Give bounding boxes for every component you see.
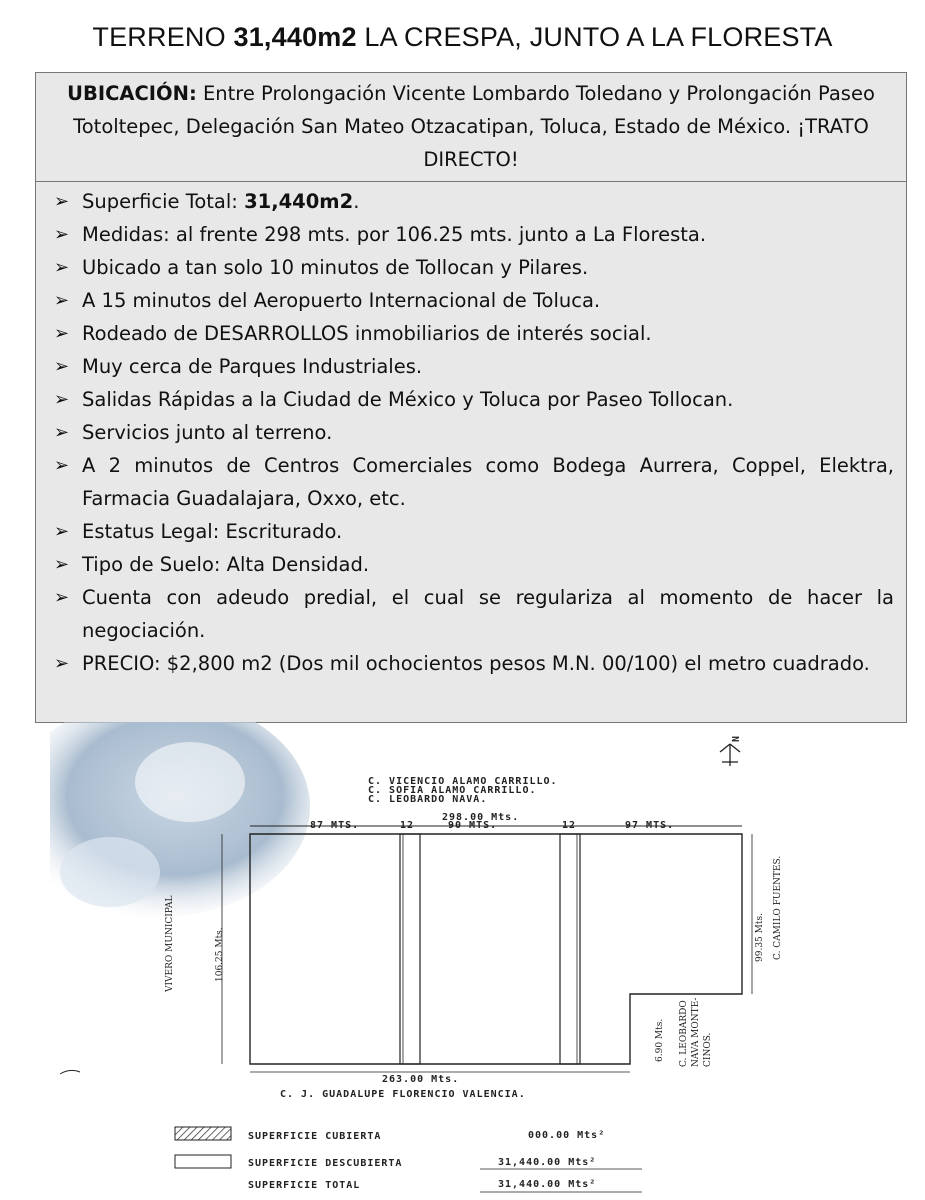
title-prefix: TERRENO (92, 22, 234, 52)
location-box (35, 72, 907, 182)
feature-item (54, 581, 894, 647)
notch-neighbor-2: NAVA MONTE- (691, 997, 701, 1067)
legend-label-3: SUPERFICIE TOTAL (248, 1180, 361, 1191)
owner-1: C. VICENCIO ALAMO CARRILLO. (368, 776, 558, 787)
feature-text: Servicios junto al terreno. (82, 421, 333, 444)
legend-hatched-icon (175, 1127, 231, 1140)
feature-text: Muy cerca de Parques Industriales. (82, 355, 423, 378)
page-title (0, 22, 925, 53)
arrow-bullet-icon: ➢ (54, 191, 70, 212)
surface-value: 31,440m2 (244, 190, 354, 213)
location-text: Entre Prolongación Vicente Lombardo Toledano y Prolongación Paseo Totoltepec, Delegación San Mateo Otzacatipan, Toluca, Estado de México. ¡TRATO DIRECTO! (73, 82, 875, 171)
site-plan (50, 722, 900, 1200)
arrow-bullet-icon: ➢ (54, 224, 70, 245)
top-left-dim: 87 MTS. (310, 820, 360, 831)
feature-item (54, 383, 894, 416)
feature-text: A 15 minutos del Aeropuerto Internacional de Toluca. (82, 289, 601, 312)
owner-2: C. SOFIA ALAMO CARRILLO. (368, 785, 537, 796)
feature-item (54, 218, 894, 251)
feature-text: Ubicado a tan solo 10 minutos de Tollocan y Pilares. (82, 256, 589, 279)
surface-label: Superficie Total: (82, 190, 245, 213)
feature-item (54, 317, 894, 350)
bottom-neighbor: C. J. GUADALUPE FLORENCIO VALENCIA. (280, 1089, 526, 1100)
notch-neighbor-1: C. LEOBARDO (679, 1000, 689, 1067)
title-suffix: LA CRESPA, JUNTO A LA FLORESTA (356, 22, 833, 52)
feature-item (54, 284, 894, 317)
legend-value-3: 31,440.00 Mts² (498, 1179, 597, 1190)
arrow-bullet-icon: ➢ (54, 455, 70, 476)
owner-3: C. LEOBARDO NAVA. (368, 794, 488, 805)
features-list (54, 185, 894, 680)
feature-text: Cuenta con adeudo predial, el cual se regulariza al momento de hacer la negociación. (82, 586, 894, 642)
surface-end: . (353, 190, 360, 213)
feature-item (54, 350, 894, 383)
legend-empty-icon (175, 1155, 231, 1168)
notch-neighbor-3: CINOS. (703, 1032, 713, 1067)
notch-dim: 6.90 Mts. (655, 1018, 665, 1062)
bottom-dim: 263.00 Mts. (382, 1074, 460, 1085)
right-dim: 99.35 Mts. (755, 913, 765, 962)
arrow-bullet-icon: ➢ (54, 356, 70, 377)
arrow-bullet-icon: ➢ (54, 554, 70, 575)
feature-text: Tipo de Suelo: Alta Densidad. (82, 553, 370, 576)
feature-surface (54, 185, 894, 218)
location-label: UBICACIÓN: (67, 82, 197, 105)
photo-smudge (50, 722, 310, 917)
feature-item (54, 548, 894, 581)
arrow-bullet-icon: ➢ (54, 653, 70, 674)
feature-text: Estatus Legal: Escriturado. (82, 520, 343, 543)
north-label: N (729, 736, 740, 744)
feature-text: Salidas Rápidas a la Ciudad de México y Toluca por Paseo Tollocan. (82, 388, 734, 411)
arrow-bullet-icon: ➢ (54, 587, 70, 608)
title-area: 31,440m2 (233, 22, 357, 52)
left-dim: 106.25 Mts. (215, 927, 225, 982)
feature-text: PRECIO: $2,800 m2 (Dos mil ochocientos pesos M.N. 00/100) el metro cuadrado. (82, 652, 870, 675)
feature-item (54, 647, 894, 680)
property-outline (250, 834, 742, 1064)
right-neighbor: C. CAMILO FUENTES. (773, 855, 783, 960)
feature-text: Rodeado de DESARROLLOS inmobiliarios de interés social. (82, 322, 652, 345)
feature-item (54, 251, 894, 284)
north-arrow-icon (720, 744, 740, 766)
arrow-bullet-icon: ➢ (54, 323, 70, 344)
legend-label-2: SUPERFICIE DESCUBIERTA (248, 1158, 403, 1169)
arrow-bullet-icon: ➢ (54, 257, 70, 278)
top-right-dim: 97 MTS. (625, 820, 675, 831)
legend-label-1: SUPERFICIE CUBIERTA (248, 1131, 382, 1142)
arrow-bullet-icon: ➢ (54, 389, 70, 410)
top-mid-dim: 90 MTS. (448, 820, 498, 831)
features-box (35, 181, 907, 723)
feature-item (54, 515, 894, 548)
left-neighbor: VIVERO MUNICIPAL (165, 895, 175, 992)
top-total-dim: 298.00 Mts. (442, 812, 520, 823)
feature-text: A 2 minutos de Centros Comerciales como Bodega Aurrera, Coppel, Elektra, Farmacia Guadalajara, Oxxo, etc. (82, 454, 894, 510)
strip2-dim: 12 (562, 820, 577, 831)
feature-item (54, 449, 894, 515)
strip1-dim: 12 (400, 820, 415, 831)
feature-text: Medidas: al frente 298 mts. por 106.25 mts. junto a La Floresta. (82, 223, 707, 246)
feature-item (54, 416, 894, 449)
arrow-bullet-icon: ➢ (54, 521, 70, 542)
arrow-bullet-icon: ➢ (54, 422, 70, 443)
legend-value-1: 000.00 Mts² (528, 1130, 606, 1141)
arrow-bullet-icon: ➢ (54, 290, 70, 311)
legend-value-2: 31,440.00 Mts² (498, 1157, 597, 1168)
